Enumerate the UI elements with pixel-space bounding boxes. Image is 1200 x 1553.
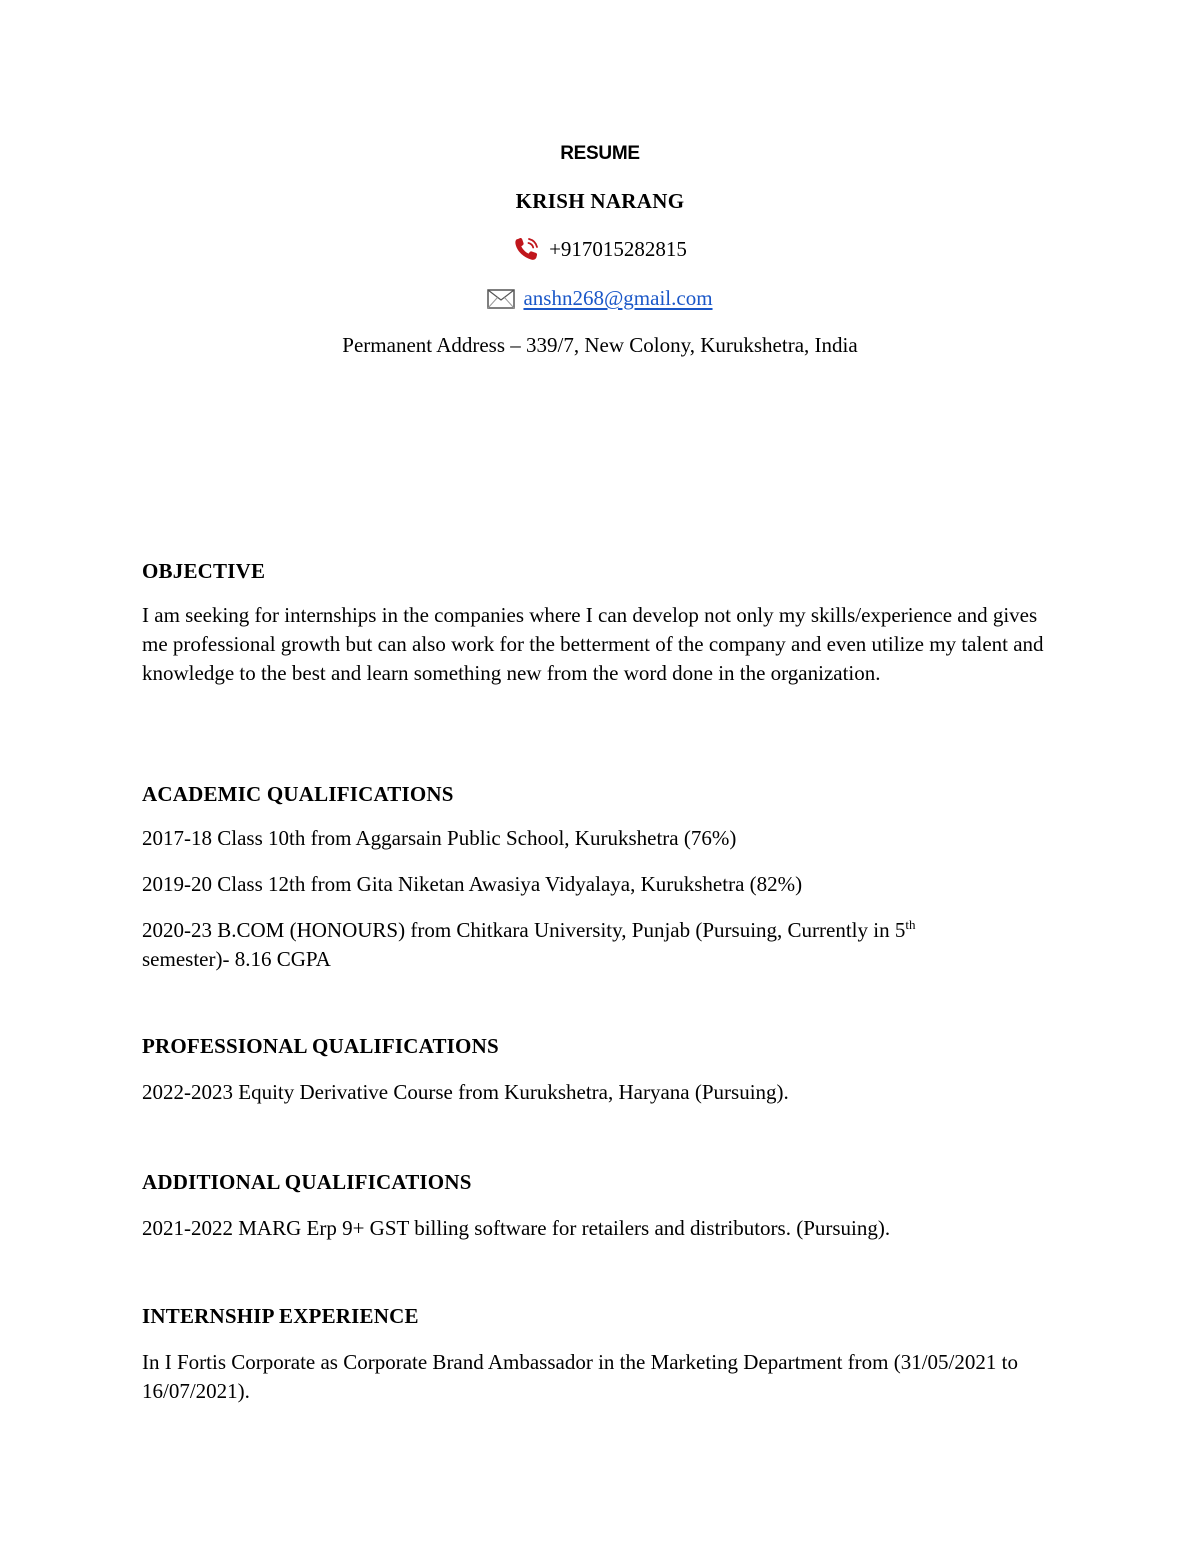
phone-icon — [513, 236, 541, 262]
objective-heading: OBJECTIVE — [142, 559, 266, 583]
document-title: RESUME — [560, 143, 640, 164]
permanent-address: Permanent Address – 339/7, New Colony, Kurukshetra, India — [342, 333, 858, 357]
professional-text: 2022-2023 Equity Derivative Course from Kurukshetra, Haryana (Pursuing). — [142, 1080, 789, 1104]
internship-section — [142, 1303, 1062, 1406]
candidate-name: KRISH NARANG — [515, 189, 685, 213]
professional-heading: PROFESSIONAL QUALIFICATIONS — [142, 1034, 499, 1058]
phone-number: +917015282815 — [549, 236, 687, 261]
email-line — [0, 286, 1200, 311]
academic-item — [142, 916, 1062, 974]
academic-item-text: semester)- 8.16 CGPA — [142, 947, 331, 971]
academic-section — [142, 781, 1062, 974]
academic-item: 2017-18 Class 10th from Aggarsain Public School, Kurukshetra (76%) — [142, 826, 737, 850]
objective-text: I am seeking for internships in the companies where I can develop not only my skills/experience and gives me professional growth but can also work for the betterment of the company and even utilize my talent and knowledge to the best and learn something new from the word done in the organization. — [142, 603, 1044, 685]
academic-item: 2019-20 Class 12th from Gita Niketan Awasiya Vidyalaya, Kurukshetra (82%) — [142, 872, 803, 896]
additional-heading: ADDITIONAL QUALIFICATIONS — [142, 1170, 472, 1194]
internship-heading: INTERNSHIP EXPERIENCE — [142, 1304, 419, 1328]
academic-item-text: 2020-23 B.COM (HONOURS) from Chitkara University, Punjab (Pursuing, Currently in 5 — [142, 918, 906, 942]
academic-heading: ACADEMIC QUALIFICATIONS — [142, 782, 454, 806]
internship-text: In I Fortis Corporate as Corporate Brand Ambassador in the Marketing Department from (31/05/2021 to 16/07/2021). — [142, 1350, 1018, 1403]
phone-line — [0, 236, 1200, 262]
objective-section — [142, 558, 1062, 688]
additional-section — [142, 1169, 1062, 1243]
professional-section — [142, 1033, 1062, 1107]
additional-text: 2021-2022 MARG Erp 9+ GST billing software for retailers and distributors. (Pursuing). — [142, 1216, 891, 1240]
ordinal-suffix: th — [905, 917, 916, 932]
envelope-icon — [487, 289, 515, 309]
email-link[interactable]: anshn268@gmail.com — [523, 286, 713, 310]
